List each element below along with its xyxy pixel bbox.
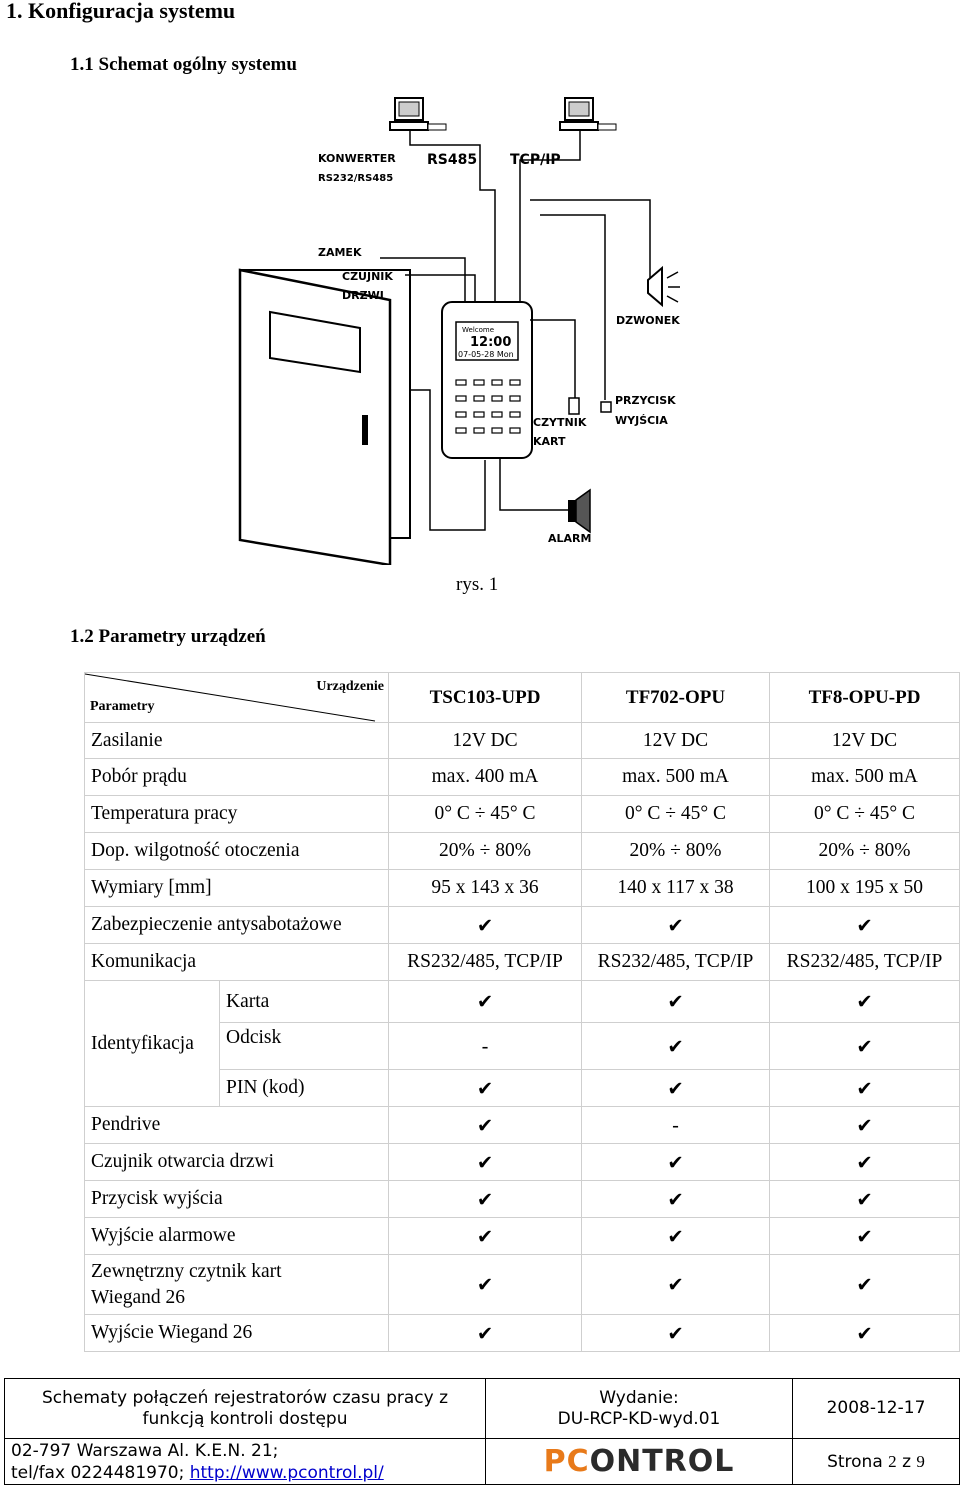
system-diagram [230, 90, 700, 565]
cell-value: max. 400 mA [389, 759, 582, 796]
footer-date: 2008-12-17 [793, 1379, 960, 1439]
cell-value: ✔ [582, 1218, 770, 1255]
przycisk-label: PRZYCISK [615, 394, 676, 407]
footer-contact [5, 1439, 486, 1485]
zamek-label: ZAMEK [318, 246, 362, 259]
cell-value: ✔ [582, 1144, 770, 1181]
footer-edition [486, 1379, 793, 1439]
table-row [85, 833, 960, 870]
cell-value: ✔ [582, 1181, 770, 1218]
cell-value: - [582, 1107, 770, 1144]
footer-title [5, 1379, 486, 1439]
page-label: Strona [827, 1451, 883, 1472]
table-row [85, 907, 960, 944]
cell-value: 95 x 143 x 36 [389, 870, 582, 907]
cell-value: ✔ [582, 1315, 770, 1352]
row-label: Czujnik otwarcia drzwi [85, 1144, 389, 1181]
table-row [85, 1218, 960, 1255]
row-label: Komunikacja [85, 944, 389, 981]
cell-value: ✔ [582, 981, 770, 1023]
tcpip-label: TCP/IP [510, 152, 561, 168]
cell-value: ✔ [389, 1107, 582, 1144]
footer-telfax: tel/fax 0224481970; [11, 1462, 190, 1483]
row-sublabel: PIN (kod) [220, 1070, 389, 1107]
footer-page-number [793, 1439, 960, 1485]
row-label: Wyjście alarmowe [85, 1218, 389, 1255]
table-row [85, 759, 960, 796]
cell-value: 0° C ÷ 45° C [770, 796, 960, 833]
device-header: TF8-OPU-PD [770, 673, 960, 723]
cell-value: ✔ [582, 1023, 770, 1070]
cell-value: ✔ [770, 1218, 960, 1255]
cell-value: ✔ [770, 1144, 960, 1181]
row-label: Pendrive [85, 1107, 389, 1144]
logo-ontrol: ONTROL [589, 1444, 735, 1479]
page-footer [4, 1378, 960, 1485]
figure-caption: rys. 1 [456, 574, 499, 595]
cell-value: ✔ [389, 1218, 582, 1255]
table-row [85, 1144, 960, 1181]
cell-value: ✔ [582, 1255, 770, 1315]
alarm-label: ALARM [548, 532, 592, 545]
wyjscia-label: WYJŚCIA [615, 414, 668, 427]
footer-address: 02-797 Warszawa Al. K.E.N. 21; [11, 1440, 279, 1461]
device-header: TSC103-UPD [389, 673, 582, 723]
row-label: Wyjście Wiegand 26 [85, 1315, 389, 1352]
device-header: TF702-OPU [582, 673, 770, 723]
screen-time: 12:00 [470, 335, 512, 350]
cell-value: 12V DC [389, 723, 582, 759]
cell-value: 0° C ÷ 45° C [582, 796, 770, 833]
cell-value: ✔ [389, 1181, 582, 1218]
table-row [85, 1255, 960, 1315]
cell-value: ✔ [582, 1070, 770, 1107]
cell-value: 12V DC [582, 723, 770, 759]
screen-date: 07-05-28 Mon [458, 350, 514, 359]
cell-value: 100 x 195 x 50 [770, 870, 960, 907]
czujnik-label: CZUJNIK [342, 270, 393, 283]
bell-icon [648, 268, 680, 305]
rs485-label: RS485 [427, 152, 478, 168]
edition-label: Wydanie: [599, 1387, 679, 1408]
table-row [85, 870, 960, 907]
table-row [85, 1315, 960, 1352]
table-row [85, 981, 960, 1023]
dzwonek-label: DZWONEK [616, 314, 680, 327]
parameters-table [84, 672, 960, 1352]
cell-value: - [389, 1023, 582, 1070]
cell-value: ✔ [389, 907, 582, 944]
cell-value: max. 500 mA [582, 759, 770, 796]
cell-value: RS232/485, TCP/IP [389, 944, 582, 981]
row-label: Dop. wilgotność otoczenia [85, 833, 389, 870]
card-reader-icon [569, 398, 579, 414]
konwerter-sub-label: RS232/RS485 [318, 173, 394, 184]
corner-cell [85, 673, 389, 723]
company-logo [486, 1439, 793, 1485]
konwerter-label: KONWERTER [318, 152, 396, 165]
cell-value: 12V DC [770, 723, 960, 759]
controller-terminal [442, 302, 532, 458]
row-sublabel: Odcisk [220, 1023, 389, 1070]
cell-value: ✔ [770, 1181, 960, 1218]
page-total: 9 [916, 1451, 925, 1471]
heading-1: 1. Konfiguracja systemu [6, 0, 236, 23]
table-header-row [85, 673, 960, 723]
cell-value: 20% ÷ 80% [582, 833, 770, 870]
cell-value: ✔ [770, 907, 960, 944]
row-label: Zewnętrzny czytnik kart Wiegand 26 [85, 1255, 389, 1315]
cell-value: ✔ [389, 981, 582, 1023]
heading-1-2: 1.2 Parametry urządzeń [70, 626, 266, 647]
cell-value: ✔ [582, 907, 770, 944]
door [240, 270, 410, 565]
cell-value: ✔ [770, 1255, 960, 1315]
cell-value: ✔ [389, 1315, 582, 1352]
table-row [85, 944, 960, 981]
row-label: Przycisk wyjścia [85, 1181, 389, 1218]
row-label: Zasilanie [85, 723, 389, 759]
cell-value: ✔ [770, 1023, 960, 1070]
row-label: Wymiary [mm] [85, 870, 389, 907]
website-link[interactable]: http://www.pcontrol.pl/ [189, 1462, 384, 1483]
table-row [85, 1107, 960, 1144]
screen-welcome: Welcome [462, 326, 495, 334]
czytnik-label: CZYTNIK [533, 416, 587, 429]
row-label: Pobór prądu [85, 759, 389, 796]
table-row [85, 723, 960, 759]
table-row [85, 1181, 960, 1218]
logo-pc: PC [543, 1444, 590, 1479]
row-sublabel: Karta [220, 981, 389, 1023]
cell-value: RS232/485, TCP/IP [582, 944, 770, 981]
table-row [85, 796, 960, 833]
alarm-siren-icon [568, 490, 590, 532]
cell-value: RS232/485, TCP/IP [770, 944, 960, 981]
computer-icon [560, 98, 616, 130]
cell-value: 140 x 117 x 38 [582, 870, 770, 907]
kart-label: KART [533, 435, 566, 448]
cell-value: ✔ [770, 981, 960, 1023]
cell-value: ✔ [389, 1255, 582, 1315]
page-current: 2 [888, 1451, 897, 1471]
drzwi-label: DRZWI [342, 289, 384, 302]
cell-value: ✔ [770, 1070, 960, 1107]
row-label: Temperatura pracy [85, 796, 389, 833]
cell-value: ✔ [389, 1144, 582, 1181]
edition-value: DU-RCP-KD-wyd.01 [557, 1408, 721, 1429]
cell-value: ✔ [389, 1070, 582, 1107]
cell-value: 20% ÷ 80% [389, 833, 582, 870]
cell-value: 20% ÷ 80% [770, 833, 960, 870]
exit-button-icon [601, 402, 611, 412]
cell-value: max. 500 mA [770, 759, 960, 796]
heading-1-1: 1.1 Schemat ogólny systemu [70, 54, 297, 75]
footer-title-line2: funkcją kontroli dostępu [142, 1408, 348, 1429]
computer-icon [390, 98, 446, 130]
row-label-identyfikacja: Identyfikacja [85, 981, 220, 1107]
page-sep: z [902, 1451, 911, 1472]
corner-params-label: Parametry [90, 699, 155, 714]
footer-title-line1: Schematy połączeń rejestratorów czasu pracy z [41, 1387, 449, 1408]
cell-value: ✔ [770, 1107, 960, 1144]
cell-value: ✔ [770, 1315, 960, 1352]
row-label: Zabezpieczenie antysabotażowe [85, 907, 389, 944]
corner-device-label: Urządzenie [316, 679, 384, 694]
cell-value: 0° C ÷ 45° C [389, 796, 582, 833]
